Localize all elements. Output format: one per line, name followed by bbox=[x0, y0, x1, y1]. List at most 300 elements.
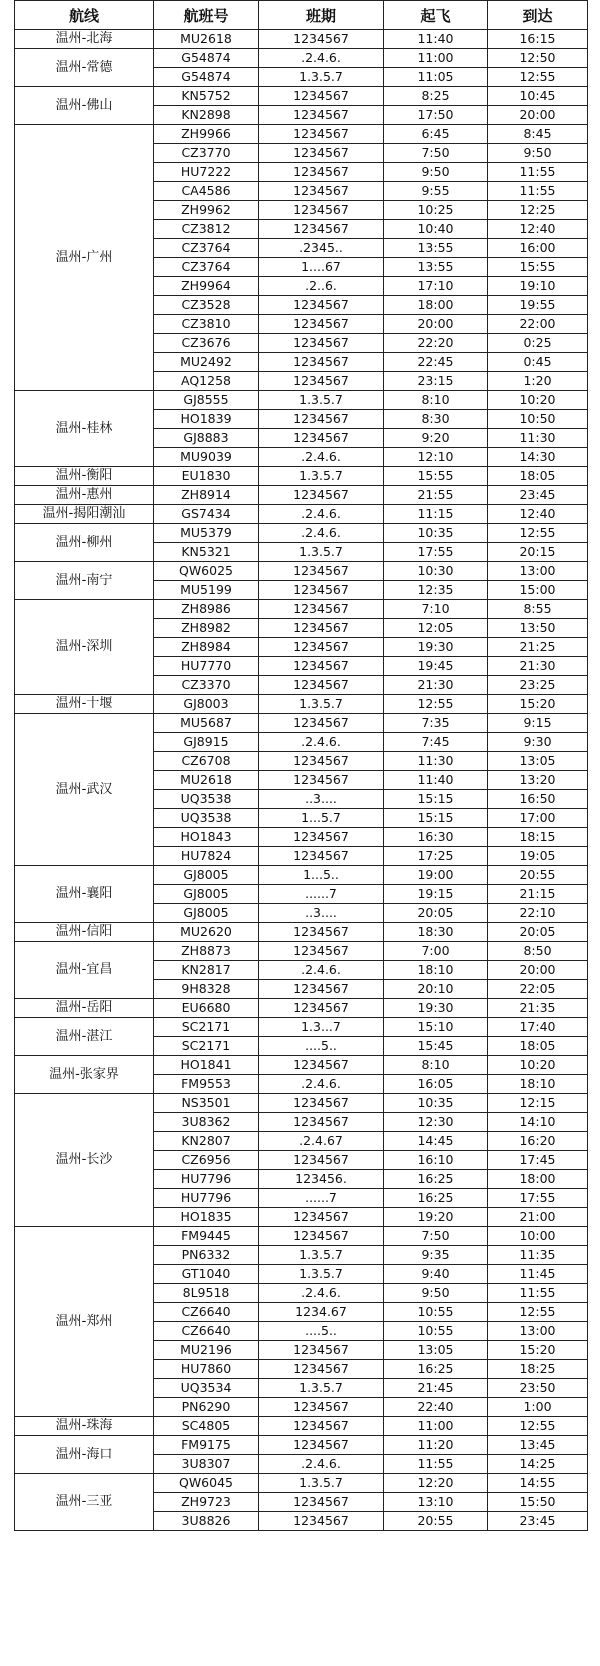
departure-time-cell: 11:40 bbox=[384, 771, 488, 790]
route-cell: 温州-湛江 bbox=[15, 1018, 154, 1056]
arrival-time-cell: 11:45 bbox=[488, 1265, 588, 1284]
schedule-days-cell: 123456. bbox=[259, 1170, 384, 1189]
arrival-time-cell: 21:30 bbox=[488, 657, 588, 676]
departure-time-cell: 7:45 bbox=[384, 733, 488, 752]
flight-number-cell: CZ6640 bbox=[154, 1322, 259, 1341]
schedule-days-cell: 1234567 bbox=[259, 638, 384, 657]
table-row bbox=[15, 562, 588, 581]
arrival-time-cell: 16:50 bbox=[488, 790, 588, 809]
departure-time-cell: 19:30 bbox=[384, 638, 488, 657]
flight-number-cell: ZH9962 bbox=[154, 201, 259, 220]
arrival-time-cell: 10:20 bbox=[488, 391, 588, 410]
schedule-days-cell: .2.4.67 bbox=[259, 1132, 384, 1151]
departure-time-cell: 12:10 bbox=[384, 448, 488, 467]
arrival-time-cell: 13:05 bbox=[488, 752, 588, 771]
departure-time-cell: 21:30 bbox=[384, 676, 488, 695]
arrival-time-cell: 20:00 bbox=[488, 961, 588, 980]
flight-number-cell: GT1040 bbox=[154, 1265, 259, 1284]
schedule-days-cell: 1234567 bbox=[259, 1208, 384, 1227]
departure-time-cell: 11:55 bbox=[384, 1455, 488, 1474]
arrival-time-cell: 12:40 bbox=[488, 220, 588, 239]
flight-number-cell: 3U8826 bbox=[154, 1512, 259, 1531]
route-cell: 温州-佛山 bbox=[15, 87, 154, 125]
flight-number-cell: GJ8005 bbox=[154, 885, 259, 904]
arrival-time-cell: 1:00 bbox=[488, 1398, 588, 1417]
departure-time-cell: 9:50 bbox=[384, 1284, 488, 1303]
schedule-days-cell: ....5.. bbox=[259, 1037, 384, 1056]
departure-time-cell: 11:05 bbox=[384, 68, 488, 87]
arrival-time-cell: 12:55 bbox=[488, 1303, 588, 1322]
departure-time-cell: 7:35 bbox=[384, 714, 488, 733]
arrival-time-cell: 10:20 bbox=[488, 1056, 588, 1075]
schedule-days-cell: 1234567 bbox=[259, 372, 384, 391]
flight-number-cell: ZH8914 bbox=[154, 486, 259, 505]
table-row bbox=[15, 1227, 588, 1246]
flight-number-cell: CZ3812 bbox=[154, 220, 259, 239]
schedule-days-cell: 1234567 bbox=[259, 676, 384, 695]
arrival-time-cell: 22:00 bbox=[488, 315, 588, 334]
schedule-days-cell: 1234567 bbox=[259, 163, 384, 182]
arrival-time-cell: 19:05 bbox=[488, 847, 588, 866]
departure-time-cell: 6:45 bbox=[384, 125, 488, 144]
schedule-days-cell: 1234567 bbox=[259, 106, 384, 125]
arrival-time-cell: 17:40 bbox=[488, 1018, 588, 1037]
header-arrival: 到达 bbox=[488, 1, 588, 30]
schedule-days-cell: 1234567 bbox=[259, 486, 384, 505]
schedule-days-cell: ......7 bbox=[259, 885, 384, 904]
table-row bbox=[15, 1417, 588, 1436]
flight-number-cell: PN6332 bbox=[154, 1246, 259, 1265]
schedule-days-cell: .2.4.6. bbox=[259, 1075, 384, 1094]
schedule-days-cell: 1234567 bbox=[259, 923, 384, 942]
schedule-days-cell: 1234567 bbox=[259, 1113, 384, 1132]
table-row bbox=[15, 866, 588, 885]
flight-number-cell: ZH8986 bbox=[154, 600, 259, 619]
arrival-time-cell: 17:45 bbox=[488, 1151, 588, 1170]
flight-number-cell: GJ8005 bbox=[154, 866, 259, 885]
schedule-days-cell: 1234.67 bbox=[259, 1303, 384, 1322]
arrival-time-cell: 10:00 bbox=[488, 1227, 588, 1246]
flight-number-cell: ZH8984 bbox=[154, 638, 259, 657]
flight-number-cell: CZ3810 bbox=[154, 315, 259, 334]
flight-number-cell: CZ3770 bbox=[154, 144, 259, 163]
table-row bbox=[15, 600, 588, 619]
schedule-days-cell: 1234567 bbox=[259, 1493, 384, 1512]
arrival-time-cell: 10:45 bbox=[488, 87, 588, 106]
flight-number-cell: MU5199 bbox=[154, 581, 259, 600]
arrival-time-cell: 21:00 bbox=[488, 1208, 588, 1227]
arrival-time-cell: 20:00 bbox=[488, 106, 588, 125]
schedule-days-cell: 1234567 bbox=[259, 1417, 384, 1436]
flight-number-cell: 3U8362 bbox=[154, 1113, 259, 1132]
departure-time-cell: 10:35 bbox=[384, 524, 488, 543]
flight-number-cell: MU2492 bbox=[154, 353, 259, 372]
flight-number-cell: UQ3538 bbox=[154, 809, 259, 828]
flight-number-cell: CZ6640 bbox=[154, 1303, 259, 1322]
departure-time-cell: 7:50 bbox=[384, 144, 488, 163]
departure-time-cell: 11:30 bbox=[384, 752, 488, 771]
flight-number-cell: MU5687 bbox=[154, 714, 259, 733]
departure-time-cell: 11:40 bbox=[384, 30, 488, 49]
schedule-days-cell: .2.4.6. bbox=[259, 1455, 384, 1474]
arrival-time-cell: 22:10 bbox=[488, 904, 588, 923]
arrival-time-cell: 18:10 bbox=[488, 1075, 588, 1094]
schedule-days-cell: 1234567 bbox=[259, 410, 384, 429]
schedule-days-cell: 1...5.7 bbox=[259, 809, 384, 828]
schedule-days-cell: ......7 bbox=[259, 1189, 384, 1208]
schedule-days-cell: 1234567 bbox=[259, 847, 384, 866]
schedule-days-cell: 1234567 bbox=[259, 125, 384, 144]
departure-time-cell: 17:10 bbox=[384, 277, 488, 296]
table-row bbox=[15, 467, 588, 486]
arrival-time-cell: 18:05 bbox=[488, 467, 588, 486]
arrival-time-cell: 15:20 bbox=[488, 1341, 588, 1360]
table-row bbox=[15, 1436, 588, 1455]
flight-number-cell: FM9175 bbox=[154, 1436, 259, 1455]
departure-time-cell: 20:00 bbox=[384, 315, 488, 334]
arrival-time-cell: 13:00 bbox=[488, 562, 588, 581]
flight-number-cell: HO1839 bbox=[154, 410, 259, 429]
table-row bbox=[15, 695, 588, 714]
departure-time-cell: 20:05 bbox=[384, 904, 488, 923]
table-row bbox=[15, 524, 588, 543]
schedule-days-cell: 1234567 bbox=[259, 771, 384, 790]
schedule-days-cell: 1234567 bbox=[259, 562, 384, 581]
departure-time-cell: 9:50 bbox=[384, 163, 488, 182]
schedule-days-cell: 1234567 bbox=[259, 1436, 384, 1455]
flight-number-cell: MU5379 bbox=[154, 524, 259, 543]
flight-number-cell: MU2620 bbox=[154, 923, 259, 942]
schedule-days-cell: 1234567 bbox=[259, 201, 384, 220]
departure-time-cell: 21:45 bbox=[384, 1379, 488, 1398]
arrival-time-cell: 12:40 bbox=[488, 505, 588, 524]
arrival-time-cell: 18:15 bbox=[488, 828, 588, 847]
schedule-days-cell: ..3.... bbox=[259, 904, 384, 923]
arrival-time-cell: 14:25 bbox=[488, 1455, 588, 1474]
departure-time-cell: 7:50 bbox=[384, 1227, 488, 1246]
schedule-days-cell: .2.4.6. bbox=[259, 505, 384, 524]
schedule-days-cell: 1.3.5.7 bbox=[259, 68, 384, 87]
departure-time-cell: 17:25 bbox=[384, 847, 488, 866]
flight-number-cell: 9H8328 bbox=[154, 980, 259, 999]
schedule-days-cell: 1234567 bbox=[259, 714, 384, 733]
table-row bbox=[15, 125, 588, 144]
schedule-days-cell: 1.3.5.7 bbox=[259, 1474, 384, 1493]
flight-number-cell: QW6025 bbox=[154, 562, 259, 581]
schedule-days-cell: .2.4.6. bbox=[259, 524, 384, 543]
flight-number-cell: HU7796 bbox=[154, 1170, 259, 1189]
arrival-time-cell: 0:25 bbox=[488, 334, 588, 353]
schedule-days-cell: 1234567 bbox=[259, 182, 384, 201]
arrival-time-cell: 11:55 bbox=[488, 182, 588, 201]
departure-time-cell: 11:20 bbox=[384, 1436, 488, 1455]
departure-time-cell: 10:35 bbox=[384, 1094, 488, 1113]
arrival-time-cell: 14:30 bbox=[488, 448, 588, 467]
arrival-time-cell: 20:55 bbox=[488, 866, 588, 885]
arrival-time-cell: 18:05 bbox=[488, 1037, 588, 1056]
schedule-days-cell: 1234567 bbox=[259, 1341, 384, 1360]
departure-time-cell: 16:25 bbox=[384, 1189, 488, 1208]
table-row bbox=[15, 923, 588, 942]
arrival-time-cell: 14:55 bbox=[488, 1474, 588, 1493]
flight-number-cell: HU7796 bbox=[154, 1189, 259, 1208]
schedule-days-cell: 1234567 bbox=[259, 980, 384, 999]
arrival-time-cell: 1:20 bbox=[488, 372, 588, 391]
header-row bbox=[15, 1, 588, 30]
schedule-days-cell: 1.3.5.7 bbox=[259, 391, 384, 410]
flight-schedule-sheet bbox=[14, 0, 587, 1531]
flight-number-cell: MU2196 bbox=[154, 1341, 259, 1360]
flight-number-cell: HU7824 bbox=[154, 847, 259, 866]
departure-time-cell: 12:05 bbox=[384, 619, 488, 638]
route-cell: 温州-长沙 bbox=[15, 1094, 154, 1227]
departure-time-cell: 16:30 bbox=[384, 828, 488, 847]
flight-number-cell: CZ3370 bbox=[154, 676, 259, 695]
schedule-days-cell: 1.3.5.7 bbox=[259, 1246, 384, 1265]
schedule-days-cell: 1234567 bbox=[259, 1094, 384, 1113]
route-cell: 温州-武汉 bbox=[15, 714, 154, 866]
flight-number-cell: UQ3538 bbox=[154, 790, 259, 809]
arrival-time-cell: 19:55 bbox=[488, 296, 588, 315]
arrival-time-cell: 16:00 bbox=[488, 239, 588, 258]
departure-time-cell: 12:35 bbox=[384, 581, 488, 600]
flight-number-cell: KN5752 bbox=[154, 87, 259, 106]
route-cell: 温州-信阳 bbox=[15, 923, 154, 942]
route-cell: 温州-广州 bbox=[15, 125, 154, 391]
arrival-time-cell: 12:55 bbox=[488, 1417, 588, 1436]
schedule-days-cell: 1234567 bbox=[259, 144, 384, 163]
arrival-time-cell: 9:50 bbox=[488, 144, 588, 163]
arrival-time-cell: 8:55 bbox=[488, 600, 588, 619]
arrival-time-cell: 12:15 bbox=[488, 1094, 588, 1113]
flight-number-cell: PN6290 bbox=[154, 1398, 259, 1417]
departure-time-cell: 9:40 bbox=[384, 1265, 488, 1284]
departure-time-cell: 13:55 bbox=[384, 258, 488, 277]
schedule-days-cell: .2.4.6. bbox=[259, 961, 384, 980]
arrival-time-cell: 16:20 bbox=[488, 1132, 588, 1151]
header-route: 航线 bbox=[15, 1, 154, 30]
schedule-days-cell: 1234567 bbox=[259, 999, 384, 1018]
route-cell: 温州-宜昌 bbox=[15, 942, 154, 999]
departure-time-cell: 21:55 bbox=[384, 486, 488, 505]
arrival-time-cell: 13:20 bbox=[488, 771, 588, 790]
arrival-time-cell: 18:25 bbox=[488, 1360, 588, 1379]
schedule-days-cell: 1234567 bbox=[259, 1056, 384, 1075]
table-row bbox=[15, 87, 588, 106]
schedule-days-cell: 1.3...7 bbox=[259, 1018, 384, 1037]
departure-time-cell: 8:25 bbox=[384, 87, 488, 106]
arrival-time-cell: 11:30 bbox=[488, 429, 588, 448]
flight-number-cell: KN2817 bbox=[154, 961, 259, 980]
flight-number-cell: ZH9964 bbox=[154, 277, 259, 296]
table-row bbox=[15, 1018, 588, 1037]
flight-number-cell: HU7222 bbox=[154, 163, 259, 182]
flight-number-cell: KN5321 bbox=[154, 543, 259, 562]
flight-number-cell: GJ8003 bbox=[154, 695, 259, 714]
schedule-days-cell: .2..6. bbox=[259, 277, 384, 296]
flight-number-cell: QW6045 bbox=[154, 1474, 259, 1493]
departure-time-cell: 19:15 bbox=[384, 885, 488, 904]
flight-number-cell: MU2618 bbox=[154, 30, 259, 49]
departure-time-cell: 13:05 bbox=[384, 1341, 488, 1360]
flight-number-cell: MU9039 bbox=[154, 448, 259, 467]
flight-schedule-table bbox=[14, 0, 588, 1531]
schedule-days-cell: 1234567 bbox=[259, 87, 384, 106]
flight-number-cell: CZ3676 bbox=[154, 334, 259, 353]
flight-number-cell: ZH9966 bbox=[154, 125, 259, 144]
schedule-days-cell: 1234567 bbox=[259, 581, 384, 600]
departure-time-cell: 10:55 bbox=[384, 1322, 488, 1341]
departure-time-cell: 15:10 bbox=[384, 1018, 488, 1037]
flight-number-cell: 8L9518 bbox=[154, 1284, 259, 1303]
arrival-time-cell: 13:50 bbox=[488, 619, 588, 638]
schedule-days-cell: 1.3.5.7 bbox=[259, 1379, 384, 1398]
departure-time-cell: 15:15 bbox=[384, 809, 488, 828]
arrival-time-cell: 18:00 bbox=[488, 1170, 588, 1189]
flight-number-cell: NS3501 bbox=[154, 1094, 259, 1113]
departure-time-cell: 20:10 bbox=[384, 980, 488, 999]
flight-number-cell: GJ8555 bbox=[154, 391, 259, 410]
arrival-time-cell: 21:15 bbox=[488, 885, 588, 904]
arrival-time-cell: 15:50 bbox=[488, 1493, 588, 1512]
route-cell: 温州-柳州 bbox=[15, 524, 154, 562]
flight-number-cell: AQ1258 bbox=[154, 372, 259, 391]
schedule-days-cell: 1.3.5.7 bbox=[259, 695, 384, 714]
table-row bbox=[15, 1474, 588, 1493]
departure-time-cell: 16:25 bbox=[384, 1170, 488, 1189]
schedule-days-cell: 1234567 bbox=[259, 1512, 384, 1531]
arrival-time-cell: 10:50 bbox=[488, 410, 588, 429]
schedule-days-cell: .2.4.6. bbox=[259, 49, 384, 68]
departure-time-cell: 22:40 bbox=[384, 1398, 488, 1417]
flight-number-cell: CZ3764 bbox=[154, 239, 259, 258]
schedule-days-cell: 1234567 bbox=[259, 657, 384, 676]
departure-time-cell: 15:55 bbox=[384, 467, 488, 486]
departure-time-cell: 18:30 bbox=[384, 923, 488, 942]
arrival-time-cell: 14:10 bbox=[488, 1113, 588, 1132]
departure-time-cell: 16:05 bbox=[384, 1075, 488, 1094]
arrival-time-cell: 8:45 bbox=[488, 125, 588, 144]
route-cell: 温州-衡阳 bbox=[15, 467, 154, 486]
departure-time-cell: 11:00 bbox=[384, 1417, 488, 1436]
schedule-days-cell: 1234567 bbox=[259, 296, 384, 315]
flight-number-cell: ZH9723 bbox=[154, 1493, 259, 1512]
departure-time-cell: 10:30 bbox=[384, 562, 488, 581]
departure-time-cell: 12:30 bbox=[384, 1113, 488, 1132]
flight-number-cell: 3U8307 bbox=[154, 1455, 259, 1474]
flight-number-cell: SC2171 bbox=[154, 1018, 259, 1037]
departure-time-cell: 7:10 bbox=[384, 600, 488, 619]
arrival-time-cell: 23:50 bbox=[488, 1379, 588, 1398]
flight-number-cell: KN2898 bbox=[154, 106, 259, 125]
departure-time-cell: 18:00 bbox=[384, 296, 488, 315]
arrival-time-cell: 23:45 bbox=[488, 1512, 588, 1531]
arrival-time-cell: 8:50 bbox=[488, 942, 588, 961]
departure-time-cell: 15:15 bbox=[384, 790, 488, 809]
departure-time-cell: 19:20 bbox=[384, 1208, 488, 1227]
header-departure: 起飞 bbox=[384, 1, 488, 30]
route-cell: 温州-北海 bbox=[15, 30, 154, 49]
table-row bbox=[15, 49, 588, 68]
arrival-time-cell: 20:15 bbox=[488, 543, 588, 562]
route-cell: 温州-珠海 bbox=[15, 1417, 154, 1436]
flight-number-cell: CZ6956 bbox=[154, 1151, 259, 1170]
departure-time-cell: 11:15 bbox=[384, 505, 488, 524]
schedule-days-cell: 1234567 bbox=[259, 752, 384, 771]
arrival-time-cell: 0:45 bbox=[488, 353, 588, 372]
schedule-days-cell: 1234567 bbox=[259, 828, 384, 847]
flight-number-cell: EU6680 bbox=[154, 999, 259, 1018]
schedule-days-cell: 1234567 bbox=[259, 942, 384, 961]
departure-time-cell: 8:10 bbox=[384, 391, 488, 410]
schedule-body bbox=[15, 30, 588, 1531]
departure-time-cell: 7:00 bbox=[384, 942, 488, 961]
schedule-days-cell: 1234567 bbox=[259, 220, 384, 239]
route-cell: 温州-南宁 bbox=[15, 562, 154, 600]
flight-number-cell: MU2618 bbox=[154, 771, 259, 790]
arrival-time-cell: 12:55 bbox=[488, 68, 588, 87]
route-cell: 温州-揭阳潮汕 bbox=[15, 505, 154, 524]
schedule-days-cell: 1234567 bbox=[259, 1360, 384, 1379]
departure-time-cell: 20:55 bbox=[384, 1512, 488, 1531]
schedule-days-cell: 1234567 bbox=[259, 600, 384, 619]
route-cell: 温州-郑州 bbox=[15, 1227, 154, 1417]
departure-time-cell: 19:45 bbox=[384, 657, 488, 676]
schedule-days-cell: 1.3.5.7 bbox=[259, 467, 384, 486]
flight-number-cell: GJ8883 bbox=[154, 429, 259, 448]
route-cell: 温州-桂林 bbox=[15, 391, 154, 467]
departure-time-cell: 17:55 bbox=[384, 543, 488, 562]
flight-number-cell: ZH8982 bbox=[154, 619, 259, 638]
arrival-time-cell: 11:55 bbox=[488, 163, 588, 182]
table-row bbox=[15, 1094, 588, 1113]
route-cell: 温州-惠州 bbox=[15, 486, 154, 505]
departure-time-cell: 22:20 bbox=[384, 334, 488, 353]
arrival-time-cell: 13:00 bbox=[488, 1322, 588, 1341]
schedule-days-cell: 1234567 bbox=[259, 429, 384, 448]
schedule-days-cell: 1....67 bbox=[259, 258, 384, 277]
arrival-time-cell: 16:15 bbox=[488, 30, 588, 49]
arrival-time-cell: 13:45 bbox=[488, 1436, 588, 1455]
flight-number-cell: CZ6708 bbox=[154, 752, 259, 771]
departure-time-cell: 17:50 bbox=[384, 106, 488, 125]
departure-time-cell: 19:00 bbox=[384, 866, 488, 885]
departure-time-cell: 14:45 bbox=[384, 1132, 488, 1151]
schedule-days-cell: 1234567 bbox=[259, 315, 384, 334]
flight-number-cell: FM9445 bbox=[154, 1227, 259, 1246]
departure-time-cell: 12:55 bbox=[384, 695, 488, 714]
arrival-time-cell: 15:00 bbox=[488, 581, 588, 600]
flight-number-cell: FM9553 bbox=[154, 1075, 259, 1094]
arrival-time-cell: 22:05 bbox=[488, 980, 588, 999]
flight-number-cell: HO1835 bbox=[154, 1208, 259, 1227]
schedule-days-cell: ....5.. bbox=[259, 1322, 384, 1341]
arrival-time-cell: 9:30 bbox=[488, 733, 588, 752]
departure-time-cell: 9:20 bbox=[384, 429, 488, 448]
departure-time-cell: 16:10 bbox=[384, 1151, 488, 1170]
arrival-time-cell: 23:25 bbox=[488, 676, 588, 695]
departure-time-cell: 11:00 bbox=[384, 49, 488, 68]
departure-time-cell: 16:25 bbox=[384, 1360, 488, 1379]
schedule-days-cell: 1234567 bbox=[259, 619, 384, 638]
table-row bbox=[15, 505, 588, 524]
departure-time-cell: 8:10 bbox=[384, 1056, 488, 1075]
arrival-time-cell: 21:35 bbox=[488, 999, 588, 1018]
schedule-days-cell: .2.4.6. bbox=[259, 1284, 384, 1303]
schedule-days-cell: 1...5.. bbox=[259, 866, 384, 885]
flight-number-cell: G54874 bbox=[154, 68, 259, 87]
arrival-time-cell: 15:55 bbox=[488, 258, 588, 277]
